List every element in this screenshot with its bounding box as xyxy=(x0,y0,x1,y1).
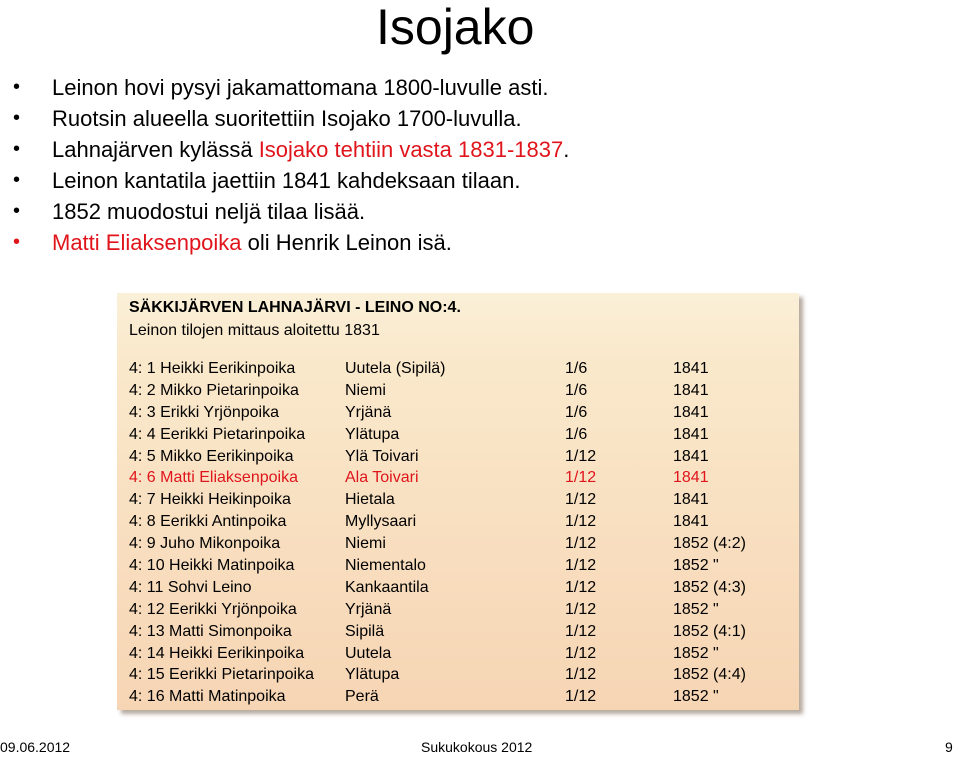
farm-owner: 4: 6 Matti Eliaksenpoika xyxy=(129,469,298,487)
farm-name: Myllysaari xyxy=(345,513,417,531)
farm-share: 1/12 xyxy=(565,491,597,509)
farm-owner: 4: 9 Juho Mikonpoika xyxy=(129,535,281,553)
bullet-dot-icon: • xyxy=(13,76,21,98)
farm-list xyxy=(117,358,799,708)
farm-year: 1841 xyxy=(673,491,709,509)
bullet-dot-icon: • xyxy=(13,138,21,160)
farm-owner: 4: 4 Eerikki Pietarinpoika xyxy=(129,425,306,443)
farm-share: 1/12 xyxy=(565,688,597,706)
bullet-text-highlight: Isojako tehtiin vasta 1831-1837 xyxy=(258,137,564,162)
farm-row xyxy=(117,643,799,665)
farm-name: Niemi xyxy=(345,381,386,399)
farm-owner: 4: 11 Sohvi Leino xyxy=(129,578,252,596)
farm-row xyxy=(117,511,799,533)
farm-owner: 4: 2 Mikko Pietarinpoika xyxy=(129,381,299,399)
farm-name: Ylätupa xyxy=(345,666,400,684)
land-division-panel xyxy=(117,293,799,710)
bullet-text-plain: oli Henrik Leinon isä. xyxy=(241,230,452,255)
bullet-text-plain: Lahnajärven kylässä xyxy=(52,137,259,162)
farm-row xyxy=(117,402,799,424)
panel-subtitle: Leinon tilojen mittaus aloitettu 1831 xyxy=(129,322,380,339)
farm-row xyxy=(117,664,799,686)
bullet-text: Leinon kantatila jaettiin 1841 kahdeksaan tilaan. xyxy=(52,168,521,193)
farm-year: 1841 xyxy=(673,513,709,531)
farm-name: Niementalo xyxy=(345,557,426,575)
farm-name: Kankaantila xyxy=(345,578,429,596)
farm-share: 1/12 xyxy=(565,469,597,487)
bullet-text: 1852 muodostui neljä tilaa lisää. xyxy=(52,199,366,224)
farm-row xyxy=(117,533,799,555)
farm-owner: 4: 13 Matti Simonpoika xyxy=(129,622,292,640)
farm-share: 1/6 xyxy=(565,381,588,399)
farm-row xyxy=(117,599,799,621)
farm-row xyxy=(117,489,799,511)
farm-year: 1841 xyxy=(673,469,709,487)
farm-owner: 4: 16 Matti Matinpoika xyxy=(129,688,286,706)
farm-year: 1852 (4:4) xyxy=(673,666,746,684)
bullet-dot-icon: • xyxy=(13,169,21,191)
farm-name: Uutela xyxy=(345,644,392,662)
farm-name: Perä xyxy=(345,688,379,706)
farm-name: Sipilä xyxy=(345,622,385,640)
farm-name: Yrjänä xyxy=(345,600,392,618)
farm-name: Ylätupa xyxy=(345,425,400,443)
farm-row xyxy=(117,686,799,708)
farm-owner: 4: 10 Heikki Matinpoika xyxy=(129,557,295,575)
farm-year: 1852 " xyxy=(673,688,719,706)
farm-share: 1/12 xyxy=(565,600,597,618)
farm-year: 1841 xyxy=(673,447,709,465)
farm-year: 1852 (4:3) xyxy=(673,578,746,596)
farm-owner: 4: 3 Erikki Yrjönpoika xyxy=(129,403,279,421)
bullet-dot-icon: • xyxy=(13,231,21,253)
farm-owner: 4: 12 Eerikki Yrjönpoika xyxy=(129,600,297,618)
bullet-text-plain: . xyxy=(563,137,570,162)
farm-row xyxy=(117,424,799,446)
farm-name: Ylä Toivari xyxy=(345,447,419,465)
farm-year: 1852 " xyxy=(673,557,719,575)
farm-year: 1852 (4:2) xyxy=(673,535,746,553)
farm-year: 1852 " xyxy=(673,600,719,618)
bullet-text xyxy=(52,134,569,165)
farm-owner: 4: 1 Heikki Eerikinpoika xyxy=(129,360,296,377)
farm-year: 1841 xyxy=(673,425,709,443)
farm-year: 1841 xyxy=(673,403,709,421)
farm-row xyxy=(117,621,799,643)
bullet-text-highlight: Matti Eliaksenpoika xyxy=(52,230,242,255)
farm-row xyxy=(117,446,799,468)
farm-name: Yrjänä xyxy=(345,403,392,421)
farm-owner: 4: 7 Heikki Heikinpoika xyxy=(129,491,291,509)
farm-share: 1/12 xyxy=(565,535,597,553)
footer-event: Sukukokous 2012 xyxy=(421,739,533,755)
footer-date: 09.06.2012 xyxy=(0,739,71,755)
farm-owner: 4: 8 Eerikki Antinpoika xyxy=(129,513,287,531)
farm-share: 1/12 xyxy=(565,447,597,465)
farm-row xyxy=(117,358,799,380)
farm-share: 1/12 xyxy=(565,513,597,531)
panel-title: SÄKKIJÄRVEN LAHNAJÄRVI - LEINO NO:4. xyxy=(129,299,461,316)
farm-year: 1852 (4:1) xyxy=(673,622,746,640)
farm-name: Ala Toivari xyxy=(345,469,419,487)
farm-share: 1/6 xyxy=(565,425,588,443)
farm-share: 1/12 xyxy=(565,622,597,640)
farm-row xyxy=(117,577,799,599)
farm-share: 1/6 xyxy=(565,360,588,377)
bullet-text: Ruotsin alueella suoritettiin Isojako 1700-luvulla. xyxy=(52,106,522,131)
page-number: 9 xyxy=(945,739,953,755)
bullet-dot-icon: • xyxy=(13,200,21,222)
farm-year: 1841 xyxy=(673,360,709,377)
farm-name: Hietala xyxy=(345,491,395,509)
farm-share: 1/12 xyxy=(565,644,597,662)
bullet-text xyxy=(52,227,452,258)
farm-row xyxy=(117,555,799,577)
farm-share: 1/12 xyxy=(565,666,597,684)
farm-owner: 4: 15 Eerikki Pietarinpoika xyxy=(129,666,314,684)
farm-year: 1841 xyxy=(673,381,709,399)
farm-owner: 4: 14 Heikki Eerikinpoika xyxy=(129,644,305,662)
farm-owner: 4: 5 Mikko Eerikinpoika xyxy=(129,447,294,465)
farm-row xyxy=(117,467,799,489)
farm-name: Uutela (Sipilä) xyxy=(345,360,446,377)
farm-share: 1/6 xyxy=(565,403,588,421)
farm-year: 1852 " xyxy=(673,644,719,662)
farm-share: 1/12 xyxy=(565,578,597,596)
bullet-dot-icon: • xyxy=(13,107,21,129)
bullet-text: Leinon hovi pysyi jakamattomana 1800-luvulle asti. xyxy=(52,75,549,100)
farm-share: 1/12 xyxy=(565,557,597,575)
farm-row xyxy=(117,380,799,402)
farm-name: Niemi xyxy=(345,535,386,553)
slide-title: Isojako xyxy=(376,0,535,55)
